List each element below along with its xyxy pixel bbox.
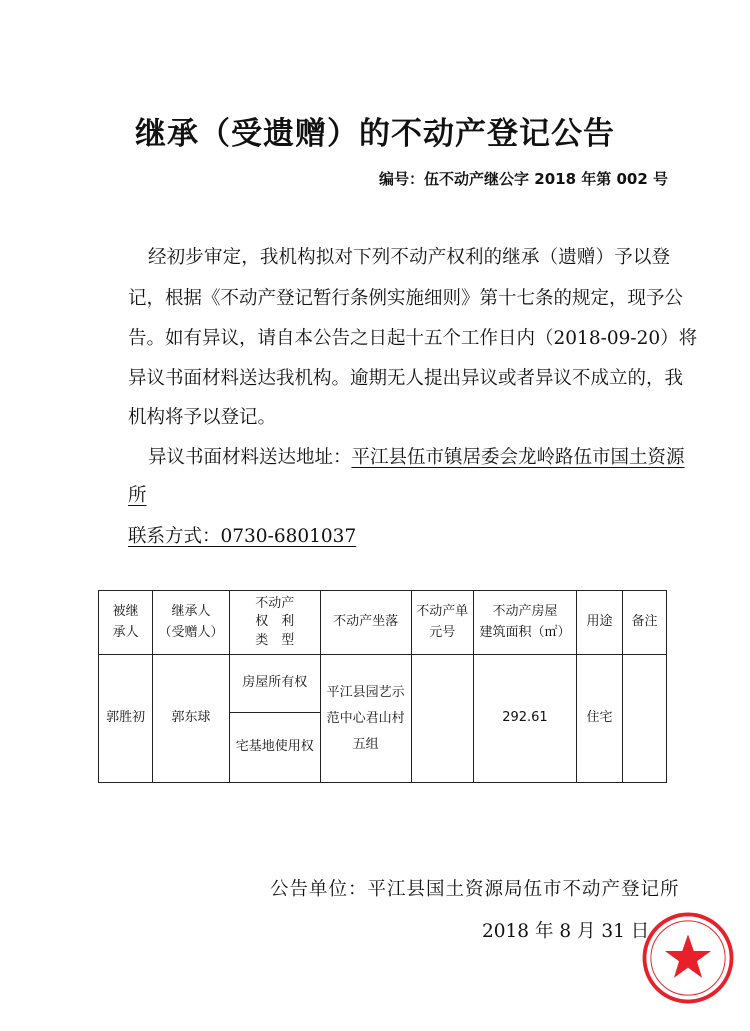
official-seal-icon — [640, 910, 736, 1006]
cell-area: 292.61 — [473, 655, 576, 783]
address-label: 异议书面材料送达地址： — [148, 447, 352, 468]
cell-unit-no — [411, 655, 473, 783]
header-location: 不动产坐落 — [320, 591, 411, 655]
contact-info: 联系方式：0730-6801037 — [128, 526, 357, 547]
header-remark: 备注 — [623, 591, 667, 655]
cell-remark — [623, 655, 667, 783]
table-row — [99, 655, 667, 713]
cell-decedent: 郭胜初 — [99, 655, 153, 783]
cell-location: 平江县园艺示 范中心君山村 五组 — [320, 655, 411, 783]
body-line: 机构将予以登记。 — [128, 407, 277, 428]
body-line: 异议书面材料送达我机构。逾期无人提出异议或者异议不成立的，我 — [128, 368, 684, 389]
body-line: 记，根据《不动产登记暂行条例实施细则》第十七条的规定，现予公 — [128, 288, 684, 309]
header-heir: 继承人 （受赠人） — [153, 591, 230, 655]
address-line — [148, 446, 690, 470]
address-value-cont: 所 — [128, 485, 147, 506]
cell-right-type: 房屋所有权 — [229, 655, 320, 713]
header-unit-no: 不动产单 元号 — [411, 591, 473, 655]
cell-use: 住宅 — [577, 655, 623, 783]
address-value: 平江县伍市镇居委会龙岭路伍市国土资源 — [351, 447, 685, 468]
header-decedent: 被继 承人 — [99, 591, 153, 655]
seal-star — [665, 934, 711, 978]
issue-date: 2018 年 8 月 31 日 — [482, 921, 650, 942]
body-line: 告。如有异议，请自本公告之日起十五个工作日内（2018-09-20）将 — [128, 328, 698, 349]
body-line: 经初步审定，我机构拟对下列不动产权利的继承（遗赠）予以登 — [148, 247, 670, 268]
property-table — [98, 590, 667, 783]
cell-right-type: 宅基地使用权 — [229, 713, 320, 783]
page-title: 继承（受遗赠）的不动产登记公告 — [135, 116, 615, 152]
cell-heir: 郭东球 — [153, 655, 230, 783]
header-area: 不动产房屋 建筑面积（㎡） — [473, 591, 576, 655]
header-use: 用途 — [577, 591, 623, 655]
document-number: 编号：伍不动产继公字 2018 年第 002 号 — [379, 170, 668, 188]
header-right-type: 不动产 权 利 类 型 — [229, 591, 320, 655]
table-header-row — [99, 591, 667, 655]
issuer: 公告单位：平江县国土资源局伍市不动产登记所 — [270, 879, 680, 900]
